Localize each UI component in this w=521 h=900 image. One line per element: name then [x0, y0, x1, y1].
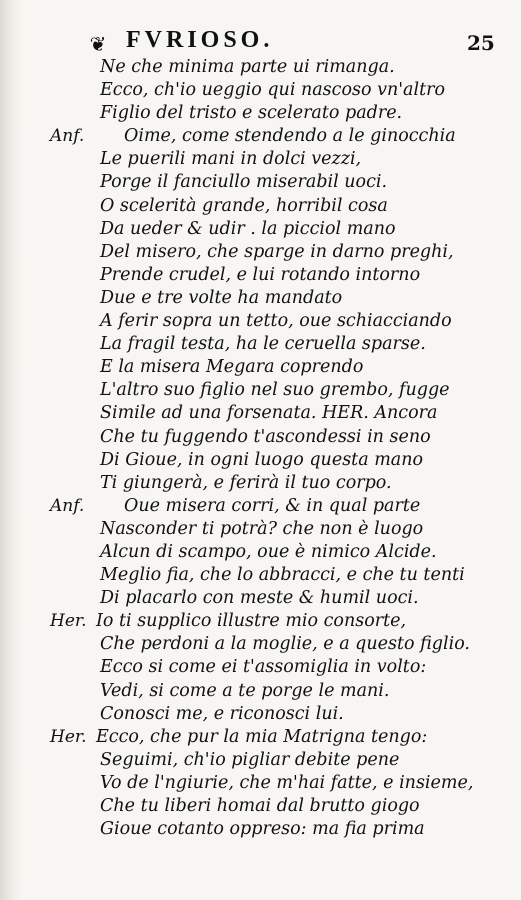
verse-line [0, 772, 521, 795]
verse-line-text: Di placarlo con meste & humil uoci. [100, 588, 419, 609]
verse-line [0, 102, 521, 125]
speaker-label: Anf. [50, 495, 85, 516]
speaker-label: Anf. [50, 126, 85, 147]
verse-line [0, 564, 521, 587]
verse-line [0, 680, 521, 703]
verse-line [0, 171, 521, 194]
speaker-label: Her. [50, 611, 87, 632]
verse-line-text: Di Gioue, in ogni luogo questa mano [100, 449, 424, 470]
verse-line [0, 379, 521, 402]
verse-line-text: Che tu fuggendo t'ascondessi in seno [100, 426, 431, 447]
verse-line [0, 818, 521, 841]
verse-line-text: Ecco, ch'io ueggio qui nascoso vn'altro [100, 80, 446, 101]
verse-line [0, 749, 521, 772]
verse-line-text: Le puerili mani in dolci vezzi, [100, 149, 362, 170]
verse-line [0, 356, 521, 379]
verse-line-text: Nasconder ti potrà? che non è luogo [100, 518, 424, 539]
verse-line [0, 633, 521, 656]
verse-line-text: Da ueder & udir . la picciol mano [100, 218, 396, 239]
verse-line-text: Ne che minima parte ui rimanga. [100, 57, 395, 77]
verse-line [0, 795, 521, 818]
verse-line-text: Oue misera corri, & in qual parte [124, 495, 421, 516]
verse-line-text: Conosci me, e riconosci lui. [100, 703, 344, 724]
verse-line-text: Prende crudel, e lui rotando intorno [100, 264, 421, 285]
verse-line [0, 287, 521, 310]
verse-line-text: Che tu liberi homai dal brutto giogo [100, 796, 420, 816]
verse-line-text: Ti giungerà, e ferirà il tuo corpo. [100, 472, 392, 493]
verse-line [0, 610, 521, 633]
verse-line-text: Alcun di scampo, oue è nimico Alcide. [100, 541, 437, 562]
verse-line-text: Figlio del tristo e scelerato padre. [100, 103, 403, 124]
verse-line-text: Oime, come stendendo a le ginocchia [124, 126, 456, 147]
verse-line [0, 518, 521, 541]
verse-line [0, 79, 521, 102]
verse-line [0, 241, 521, 264]
verse-line-text: Simile ad una forsenata. HER. Ancora [100, 403, 438, 424]
verse-line [0, 587, 521, 610]
verse-line-text: Seguimi, ch'io pigliar debite pene [100, 749, 400, 770]
verse-line-text: Vo de l'ngiurie, che m'hai fatte, e insieme, [100, 772, 474, 793]
verse-line [0, 56, 521, 79]
verse-line [0, 333, 521, 356]
running-head: FVRIOSO. [126, 27, 274, 53]
verse-line [0, 449, 521, 472]
speaker-label: Her. [50, 726, 87, 747]
verse-line-text: A ferir sopra un tetto, oue schiacciando [100, 311, 452, 332]
verse-line-text: La fragil testa, ha le ceruella sparse. [100, 334, 426, 355]
verse-line-text: Che perdoni a la moglie, e a questo figlio. [100, 634, 470, 655]
verse-line [0, 472, 521, 495]
verse-line-text: Porge il fanciullo miserabil uoci. [100, 172, 388, 193]
verse-line [0, 218, 521, 241]
verse-line [0, 402, 521, 425]
page-number: 25 [467, 31, 495, 55]
verse-line [0, 426, 521, 449]
verse-line [0, 726, 521, 749]
verse-line-text: E la misera Megara coprendo [100, 357, 364, 378]
verse-line [0, 310, 521, 333]
verse-line [0, 148, 521, 171]
verse-line [0, 125, 521, 148]
verse-line [0, 703, 521, 726]
verse-text [0, 56, 521, 841]
verse-line [0, 541, 521, 564]
verse-line-text: O scelerità grande, horribil cosa [100, 195, 388, 216]
verse-line-text: Ecco si come ei t'assomiglia in volto: [100, 657, 427, 678]
verse-line [0, 495, 521, 518]
verse-line-text: Io ti supplico illustre mio consorte, [96, 611, 407, 632]
verse-line-text: Del misero, che sparge in darno preghi, [100, 241, 454, 262]
fleuron-icon: ❦ [89, 32, 107, 56]
verse-line-text: L'altro suo figlio nel suo grembo, fugge [100, 380, 450, 401]
verse-line-text: Vedi, si come a te porge le mani. [100, 680, 390, 701]
verse-line-text: Gioue cotanto oppreso: ma fia prima [100, 819, 425, 840]
verse-line [0, 656, 521, 679]
verse-line-text: Due e tre volte ha mandato [100, 287, 343, 308]
verse-line-text: Meglio fia, che lo abbracci, e che tu tenti [100, 565, 465, 586]
verse-line [0, 264, 521, 287]
verse-line-text: Ecco, che pur la mia Matrigna tengo: [96, 726, 428, 747]
verse-line [0, 195, 521, 218]
